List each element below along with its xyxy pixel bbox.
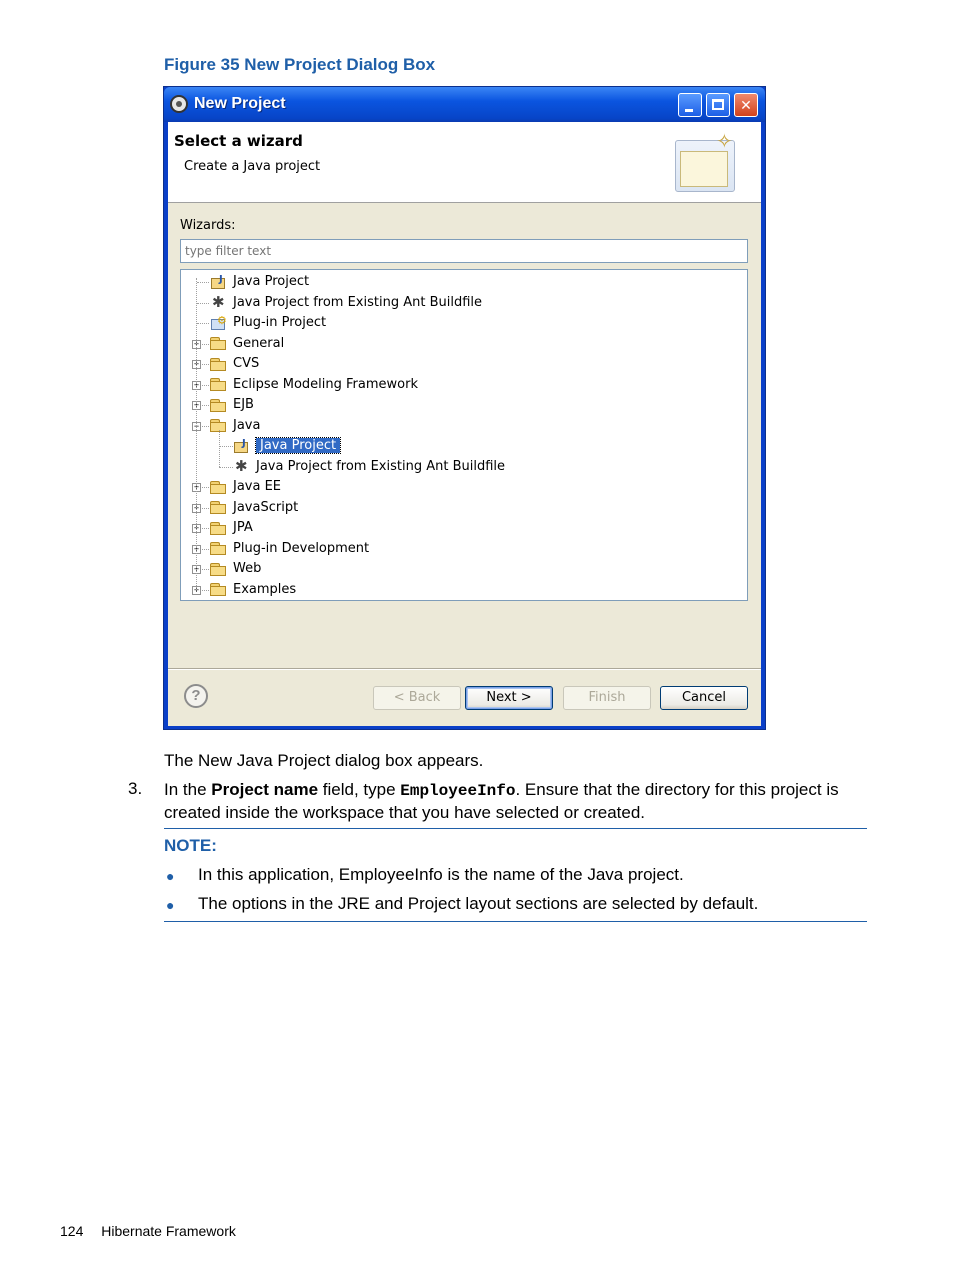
tree-item[interactable] — [210, 395, 254, 415]
tree-item-label: Plug-in Project — [233, 315, 327, 330]
tree-item-label: JavaScript — [233, 499, 299, 515]
wizard-tree[interactable] — [180, 269, 748, 601]
expand-icon[interactable]: + — [193, 584, 200, 595]
bullet-icon: ● — [166, 868, 175, 884]
wizard-header — [168, 122, 761, 203]
dialog-title: New Project — [194, 95, 286, 112]
tree-item-label: Plug-in Development — [233, 540, 370, 556]
expand-icon[interactable]: + — [193, 359, 200, 369]
eclipse-icon — [170, 95, 188, 113]
tree-item[interactable] — [210, 580, 296, 600]
tree-item[interactable] — [210, 416, 260, 436]
tree-item[interactable] — [210, 518, 253, 538]
page-footer — [60, 1223, 236, 1239]
ant-icon — [210, 294, 228, 310]
tree-connector — [197, 303, 209, 304]
step-field-name: Project name — [211, 780, 319, 799]
note-item: In this application, EmployeeInfo is the name of the Java project. — [198, 865, 684, 884]
tree-item[interactable] — [210, 498, 298, 518]
tree-item-label: Java Project from Existing Ant Buildfile — [256, 458, 506, 474]
folder-icon — [210, 540, 228, 556]
wizards-label: Wizards: — [180, 218, 236, 233]
tree-item-label: Eclipse Modeling Framework — [233, 376, 418, 392]
step-text-pre: In the — [164, 780, 212, 799]
button-bar-separator — [168, 668, 761, 670]
tree-item[interactable] — [210, 313, 326, 333]
tree-connector — [197, 323, 209, 324]
tree-guide — [219, 430, 220, 467]
next-button[interactable]: Next > — [465, 686, 553, 710]
step-text-post: . Ensure that the directory for this project is created inside the workspace that you have selected or created. — [164, 780, 839, 822]
tree-item-label: EJB — [233, 397, 254, 412]
tree-item[interactable] — [210, 272, 309, 292]
folder-icon — [210, 479, 228, 495]
expand-icon[interactable]: + — [193, 564, 200, 574]
tree-connector — [219, 446, 233, 447]
tree-item[interactable] — [233, 436, 340, 456]
filter-input[interactable] — [180, 239, 748, 263]
minimize-button[interactable] — [678, 93, 702, 117]
tree-item[interactable] — [210, 293, 482, 313]
java-project-icon — [210, 274, 228, 290]
expand-icon[interactable]: + — [193, 523, 200, 533]
footer-section: Hibernate Framework — [101, 1223, 236, 1239]
expand-icon[interactable]: + — [193, 338, 200, 349]
dialog-titlebar[interactable] — [164, 87, 765, 122]
expand-icon[interactable]: + — [193, 482, 200, 492]
folder-icon — [210, 520, 228, 536]
wizard-header-subtitle: Create a Java project — [184, 159, 321, 174]
paragraph-dialog-appears: The New Java Project dialog box appears. — [164, 751, 484, 770]
plugin-project-icon — [210, 315, 228, 331]
java-project-icon — [233, 438, 251, 454]
folder-icon — [210, 499, 228, 515]
bullet-icon: ● — [166, 897, 175, 913]
tree-guide — [196, 278, 197, 590]
back-button[interactable]: < Back — [373, 686, 461, 710]
step-instruction — [164, 779, 864, 823]
tree-item[interactable] — [210, 539, 369, 559]
expand-icon[interactable]: + — [193, 502, 200, 513]
tree-connector — [219, 467, 233, 468]
step-text-mid: field, type — [318, 780, 401, 799]
maximize-button[interactable] — [706, 93, 730, 117]
close-button[interactable]: ✕ — [734, 93, 758, 117]
step-code: EmployeeInfo — [400, 782, 516, 800]
note-label: NOTE: — [164, 836, 217, 855]
dialog-client-area — [168, 122, 761, 726]
tree-item-label: Java Project — [256, 438, 340, 453]
tree-item[interactable] — [210, 354, 259, 374]
note-item: The options in the JRE and Project layout sections are selected by default. — [198, 894, 759, 913]
tree-item-label: General — [233, 335, 285, 351]
tree-item[interactable] — [210, 375, 418, 395]
tree-item-label: Web — [233, 561, 262, 576]
tree-item[interactable] — [233, 457, 505, 477]
tree-item-label: Java Project — [233, 274, 310, 289]
tree-item-label: Examples — [233, 581, 297, 597]
folder-icon — [210, 335, 228, 351]
tree-item-label: Java EE — [233, 479, 282, 494]
tree-item-label: JPA — [233, 520, 253, 535]
step-number: 3. — [128, 779, 143, 798]
tree-item[interactable] — [210, 334, 284, 354]
folder-icon — [210, 581, 228, 597]
tree-item-label: Java Project from Existing Ant Buildfile — [233, 294, 483, 310]
tree-item-label: CVS — [233, 356, 260, 371]
expand-icon[interactable]: + — [193, 400, 200, 410]
figure-caption: Figure 35 New Project Dialog Box — [164, 55, 436, 74]
cancel-button[interactable]: Cancel — [660, 686, 748, 710]
tree-item[interactable] — [210, 477, 281, 497]
finish-button[interactable]: Finish — [563, 686, 651, 710]
note-top-rule — [164, 828, 867, 829]
note-bottom-rule — [164, 921, 867, 922]
folder-icon — [210, 397, 228, 413]
new-project-dialog — [163, 86, 766, 730]
ant-icon — [233, 458, 251, 474]
tree-item-label: Java — [233, 417, 261, 433]
help-icon[interactable]: ? — [184, 684, 208, 708]
expand-icon[interactable]: + — [193, 543, 200, 554]
page-number: 124 — [60, 1223, 84, 1239]
wizard-header-title: Select a wizard — [174, 132, 303, 150]
wizard-banner-icon — [675, 140, 735, 192]
expand-icon[interactable]: + — [193, 379, 200, 390]
tree-connector — [197, 282, 209, 283]
folder-icon — [210, 356, 228, 372]
tree-item[interactable] — [210, 559, 261, 579]
folder-icon — [210, 561, 228, 577]
folder-icon — [210, 376, 228, 392]
collapse-icon[interactable]: − — [193, 420, 200, 431]
